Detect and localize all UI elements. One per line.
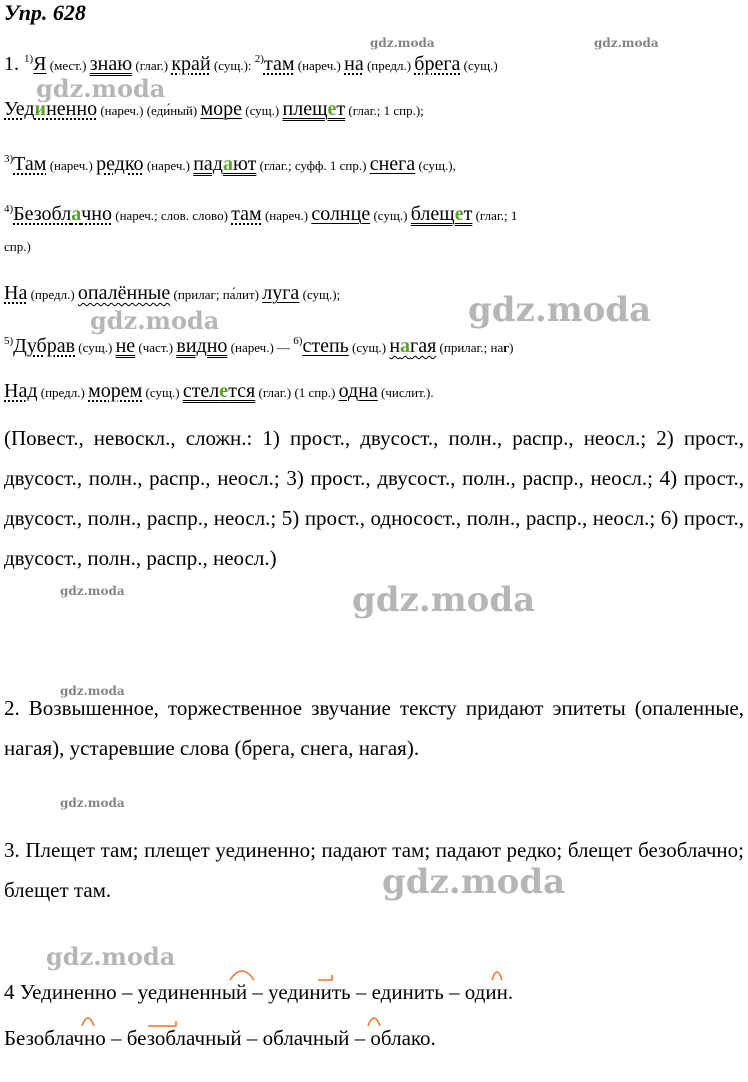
word-annotation: (прилаг; па́лит) <box>170 287 263 302</box>
annotation-part: ) <box>509 340 514 355</box>
word-part: н <box>389 335 401 357</box>
word-subject: одна <box>338 380 378 402</box>
word-subject: море <box>200 98 242 120</box>
word-part: стел <box>182 380 220 402</box>
word-annotation: (сущ.) <box>142 385 183 400</box>
word-part: пад <box>193 153 223 175</box>
word-annotation: (сущ.); <box>299 287 341 302</box>
task-2-answer: 2. Возвышенное, торжественное звучание тексту придают эпитеты (опаленные, нагая), устаревшие слова (брега, снега, нагая). <box>4 696 744 760</box>
root-arc <box>318 975 332 980</box>
vowel-highlight: е <box>454 203 464 225</box>
word-part: плещ <box>282 98 328 120</box>
watermark: gdz.moda <box>352 580 536 620</box>
word-annotation: (мест.) <box>46 58 90 73</box>
clause-index: 5) <box>4 335 14 347</box>
word-annotation: (глаг.; 1 <box>472 208 518 223</box>
word-annotation: (сущ.) <box>75 340 116 355</box>
vowel-highlight: а <box>71 203 82 225</box>
word-annotation: (част.) <box>135 340 177 355</box>
word-annotation: (глаг.) (1 спр.) <box>255 385 339 400</box>
word-preposition: Над <box>4 380 38 402</box>
word-annotation: (нареч.) <box>294 58 345 73</box>
annotation-part: (прилаг.; на <box>436 340 504 355</box>
sentence-analysis: (Повест., невоскл., сложн.: 1) прост., двусост., полн., распр., неосл.; 2) прост., двусост., полн., распр., неосл.; 3) прост., двусост., полн., распр., неосл.; 4) прост., двусост., полн., распр., неосл.; 5) прост., односост., полн., распр., неосл.; 6) прост., двусост., полн., распр., неосл.) <box>4 426 744 570</box>
watermark: gdz.moda <box>60 796 125 810</box>
word-subject: степь <box>302 335 349 357</box>
word-object: Дубрав <box>13 335 76 357</box>
clause-index: 3) <box>4 153 14 165</box>
word-preposition: На <box>4 282 28 304</box>
vowel-highlight: а <box>222 153 233 175</box>
watermark: gdz.moda <box>46 942 176 971</box>
word-annotation: (сущ.) <box>348 340 390 355</box>
task-3-answer: 3. Плещет там; плещет уединенно; падают там; падают редко; блещет безоблачно; блещет там. <box>4 838 744 902</box>
word-annotation: (нареч.) — <box>227 340 294 355</box>
word-annotation: (сущ.), <box>415 158 456 173</box>
word-subject: снега <box>369 153 416 175</box>
word-annotation: (нареч.) <box>143 158 194 173</box>
word-part: ненно <box>46 98 98 120</box>
word-part: тся <box>228 380 256 402</box>
watermark: gdz.moda <box>90 306 220 335</box>
clause-index: 2) <box>254 53 264 65</box>
watermark: gdz.moda <box>36 74 166 103</box>
root-arc <box>230 971 254 980</box>
word-annotation: (нареч.) (еди́ный) <box>97 103 201 118</box>
word-adverbial: брега <box>414 53 461 75</box>
word-annotation: (нареч.; слов. слово) <box>111 208 232 223</box>
watermark: gdz.moda <box>468 290 652 330</box>
watermark: gdz.moda <box>370 36 435 50</box>
word-annotation: (сущ.) <box>460 58 498 73</box>
word-part: гая <box>410 335 437 357</box>
vowel-highlight: и <box>34 98 47 120</box>
task-4-line-1: 4 Уединенно – уединенный – уединить – единить – один. <box>4 980 514 1004</box>
word-adverbial: там <box>231 203 262 225</box>
word-annotation: (сущ.) <box>370 208 411 223</box>
word-annotation: (сущ.) <box>241 103 283 118</box>
word-annotation: (глаг.) <box>132 58 172 73</box>
word-part: чно <box>81 203 112 225</box>
word-predicate: видно <box>176 335 228 357</box>
watermark: gdz.moda <box>60 584 125 598</box>
word-part: т <box>336 98 346 120</box>
word-subject: луга <box>262 282 300 304</box>
root-arc <box>492 972 502 980</box>
item-number: 1. <box>4 53 24 75</box>
vowel-highlight: е <box>327 98 337 120</box>
word-part: т <box>463 203 473 225</box>
root-arc <box>368 1018 380 1026</box>
watermark: gdz.moda <box>60 684 125 698</box>
word-part: блещ <box>410 203 455 225</box>
word-adverbial: морем <box>88 380 143 402</box>
word-predicate: знаю <box>89 53 133 75</box>
clause-index: 4) <box>4 203 14 215</box>
word-annotation: (предл.) <box>37 385 89 400</box>
word-object: край <box>171 53 211 75</box>
watermark: gdz.moda <box>382 862 566 902</box>
word-preposition: на <box>344 53 364 75</box>
word-attribute: опалённые <box>77 282 171 304</box>
word-annotation: спр.) <box>4 239 31 254</box>
word-annotation: (предл.) <box>27 287 78 302</box>
word-adverbial: Там <box>13 153 47 175</box>
root-arc <box>148 1021 176 1026</box>
word-annotation: (глаг.; 1 спр.); <box>345 103 424 118</box>
vowel-highlight: е <box>219 380 229 402</box>
clause-index: 1) <box>24 53 34 65</box>
watermark: gdz.moda <box>594 36 659 50</box>
word-subject: Я <box>33 53 47 75</box>
word-part: ют <box>232 153 257 175</box>
clause-index: 6) <box>293 335 303 347</box>
root-arc <box>82 1018 94 1026</box>
word-annotation: (нареч.) <box>261 208 312 223</box>
word-subject: солнце <box>311 203 371 225</box>
vowel-highlight: а <box>400 335 411 357</box>
word-part: Безобл <box>13 203 72 225</box>
exercise-title: Упр. 628 <box>4 0 86 25</box>
task-4-line-2: Безоблачно – безоблачный – облачный – облако. <box>4 1026 436 1050</box>
word-annotation: (предл.) <box>363 58 415 73</box>
word-annotation: (числит.). <box>377 385 434 400</box>
word-adverbial: там <box>263 53 295 75</box>
word-part: Уед <box>4 98 35 120</box>
annotation-part: г <box>503 340 510 355</box>
word-predicate: не <box>115 335 136 357</box>
word-annotation: (глаг.; суфф. 1 спр.) <box>256 158 370 173</box>
word-annotation: (нареч.) <box>46 158 97 173</box>
word-annotation: (сущ.): <box>210 58 255 73</box>
word-adverbial: редко <box>96 153 144 175</box>
